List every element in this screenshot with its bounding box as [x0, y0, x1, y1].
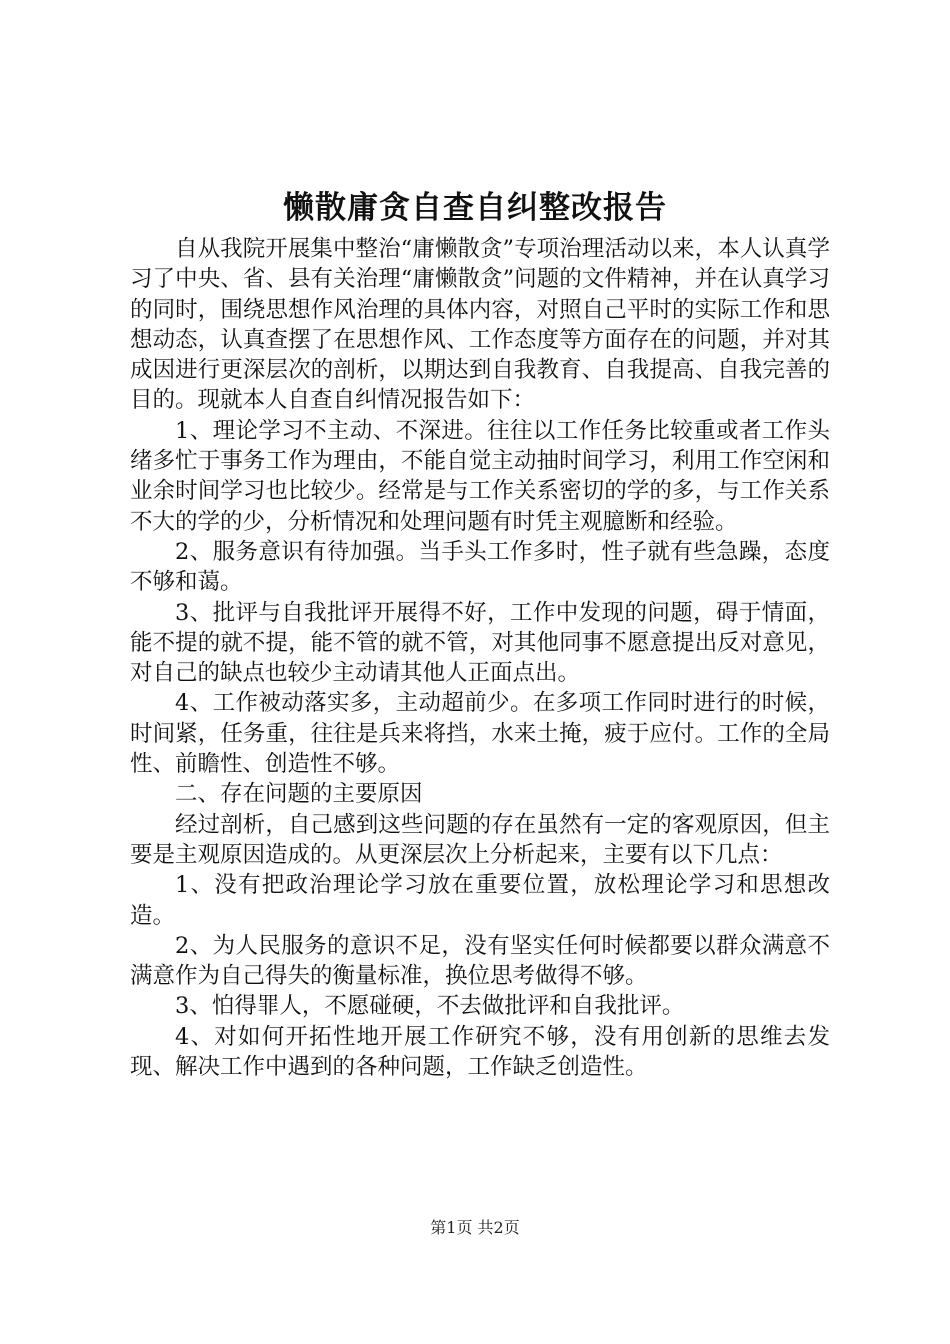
- intro-paragraph: 自从我院开展集中整治“庸懒散贪”专项治理活动以来，本人认真学习了中央、省、县有关治理“庸懒散贪”问题的文件精神，并在认真学习的同时，围绕思想作风治理的具体内容，对照自己平时的实际工作和思想动态，认真查摆了在思想作风、工作态度等方面存在的问题，并对其成因进行更深层次的剖析，以期达到自我教育、自我提高、自我完善的目的。现就本人自查自纠情况报告如下：: [130, 236, 830, 414]
- causes-intro-paragraph: 经过剖析，自己感到这些问题的存在虽然有一定的客观原因，但主要是主观原因造成的。从更深层次上分析起来，主要有以下几点：: [130, 811, 830, 868]
- issue-3-paragraph: 3、批评与自我批评开展得不好，工作中发现的问题，碍于情面，能不提的就不提，能不管的就不管，对其他同事不愿意提出反对意见，对自己的缺点也较少主动请其他人正面点出。: [130, 599, 830, 687]
- issue-1-paragraph: 1、理论学习不主动、不深进。往往以工作任务比较重或者工作头绪多忙于事务工作为理由，不能自觉主动抽时间学习，利用工作空闲和业余时间学习也比较少。经常是与工作关系密切的学的多，与工作关系不大的学的少，分析情况和处理问题有时凭主观臆断和经验。: [130, 417, 830, 535]
- cause-4-paragraph: 4、对如何开拓性地开展工作研究不够，没有用创新的思维去发现、解决工作中遇到的各种问题，工作缺乏创造性。: [130, 1023, 830, 1081]
- document-body: [130, 234, 830, 1082]
- cause-1-paragraph: 1、没有把政治理论学习放在重要位置，放松理论学习和思想改造。: [130, 872, 830, 929]
- issue-4-paragraph: 4、工作被动落实多，主动超前少。在多项工作同时进行的时候，时间紧，任务重，往往是兵来将挡，水来土掩，疲于应付。工作的全局性、前瞻性、创造性不够。: [130, 690, 830, 778]
- page-number-footer: 第1页 共2页: [430, 1218, 520, 1237]
- section-heading-causes: 二、存在问题的主要原因: [175, 781, 423, 808]
- cause-2-paragraph: 2、为人民服务的意识不足，没有坚实任何时候都要以群众满意不满意作为自己得失的衡量标准，换位思考做得不够。: [130, 932, 830, 990]
- document-title: 懒散庸贪自查自纠整改报告: [283, 190, 667, 226]
- cause-3-paragraph: 3、怕得罪人，不愿碰硬，不去做批评和自我批评。: [175, 993, 685, 1020]
- issue-2-paragraph: 2、服务意识有待加强。当手头工作多时，性子就有些急躁，态度不够和蔼。: [130, 538, 830, 596]
